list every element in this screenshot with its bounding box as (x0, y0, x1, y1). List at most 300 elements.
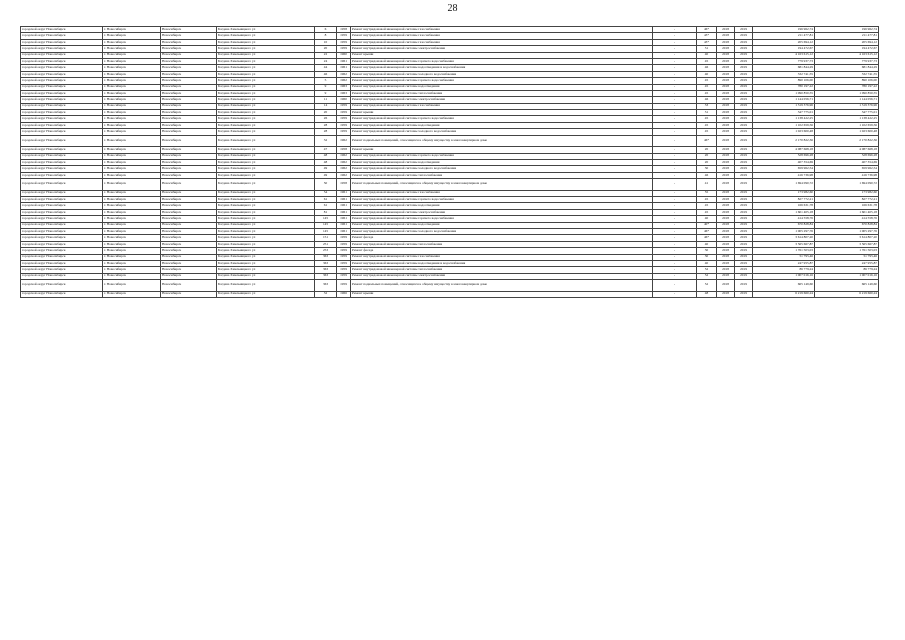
cell-house-number: 61 (315, 196, 337, 202)
cell-street: Богдана Хмельницкого ул (217, 84, 315, 90)
cell-year-built: 1959 (337, 235, 351, 241)
cell-flag: - (653, 267, 697, 273)
cell-work-type: Ремонт внутридомовой инженерной системы теплоснабжения (351, 172, 653, 178)
cell-cost-fund: 3 614 807,20 (815, 235, 879, 241)
cell-flag: - (653, 129, 697, 135)
cell-city: Новосибирск (161, 103, 217, 109)
cell-work-type: Ремонт внутридомовой инженерной системы газоснабжения (351, 103, 653, 109)
cell-city: Новосибирск (161, 260, 217, 266)
cell-work-type: Ремонт внутридомовой инженерной системы электроснабжения (351, 273, 653, 279)
cell-street: Богдана Хмельницкого ул (217, 110, 315, 116)
cell-city: Новосибирск (161, 65, 217, 71)
cell-city: Новосибирск (161, 84, 217, 90)
cell-wear-percent: 20 (697, 153, 717, 159)
cell-year-built: 1960 (337, 52, 351, 58)
cell-street: Богдана Хмельницкого ул (217, 241, 315, 247)
cell-cost-total: 665 149,60 (753, 280, 815, 292)
cell-house-number: 363 (315, 260, 337, 266)
cell-city: Новосибирск (161, 254, 217, 260)
cell-flag: - (653, 39, 697, 45)
cell-house-number: 81 (315, 209, 337, 215)
cell-year-end: 2019 (735, 78, 753, 84)
cell-house-number: 44 (315, 65, 337, 71)
cell-street: Богдана Хмельницкого ул (217, 190, 315, 196)
cell-cost-total: 1 007 016,16 (753, 273, 815, 279)
cell-house-number: 28 (315, 129, 337, 135)
cell-cost-fund: 4 087 668,18 (815, 147, 879, 153)
cell-year-end: 2019 (735, 39, 753, 45)
cell-cost-total: 194 472,67 (753, 46, 815, 52)
cell-city: Новосибирск (161, 116, 217, 122)
cell-street: Богдана Хмельницкого ул (217, 58, 315, 64)
cell-street: Богдана Хмельницкого ул (217, 254, 315, 260)
cell-cost-fund: 6 219 660,24 (815, 291, 879, 297)
cell-cost-fund: 1 023 600,48 (815, 129, 879, 135)
cell-municipality: городской округ Новосибирск (21, 33, 103, 39)
cell-year-end: 2019 (735, 84, 753, 90)
cell-cost-fund: 205 694,12 (815, 39, 879, 45)
cell-flag: - (653, 58, 697, 64)
cell-municipality: городской округ Новосибирск (21, 216, 103, 222)
cell-year-start: 2018 (717, 58, 735, 64)
cell-cost-total: 196 962,74 (753, 27, 815, 33)
cell-cost-total: 51 795,46 (753, 254, 815, 260)
cell-settlement: г. Новосибирск (103, 65, 161, 71)
cell-municipality: городской округ Новосибирск (21, 39, 103, 45)
cell-settlement: г. Новосибирск (103, 84, 161, 90)
cell-city: Новосибирск (161, 196, 217, 202)
cell-year-end: 2019 (735, 241, 753, 247)
cell-street: Богдана Хмельницкого ул (217, 153, 315, 159)
cell-flag: - (653, 71, 697, 77)
cell-cost-total: 332 741,55 (753, 71, 815, 77)
cell-cost-fund: 196 962,74 (815, 27, 879, 33)
cell-year-end: 2019 (735, 273, 753, 279)
cell-year-start: 2018 (717, 209, 735, 215)
cell-flag: - (653, 153, 697, 159)
cell-city: Новосибирск (161, 190, 217, 196)
cell-year-start: 2018 (717, 241, 735, 247)
cell-street: Богдана Хмельницкого ул (217, 52, 315, 58)
cell-house-number: 46 (315, 71, 337, 77)
cell-cost-total: 779 937,73 (753, 58, 815, 64)
cell-municipality: городской округ Новосибирск (21, 116, 103, 122)
cell-municipality: городской округ Новосибирск (21, 260, 103, 266)
cell-work-type: Ремонт внутридомовой инженерной системы газоснабжения (351, 39, 653, 45)
cell-year-end: 2019 (735, 209, 753, 215)
cell-year-end: 2019 (735, 135, 753, 147)
cell-year-built: 1959 (337, 116, 351, 122)
cell-flag: - (653, 147, 697, 153)
cell-work-type: Ремонт внутридомовой инженерной системы горячего водоснабжения (351, 78, 653, 84)
cell-flag: - (653, 254, 697, 260)
cell-city: Новосибирск (161, 159, 217, 165)
cell-house-number: 54 (315, 190, 337, 196)
cell-work-type: Ремонт внутридомовой инженерной системы водоотведения (351, 122, 653, 128)
cell-year-end: 2019 (735, 203, 753, 209)
cell-year-start: 2018 (717, 273, 735, 279)
cell-municipality: городской округ Новосибирск (21, 267, 103, 273)
cell-house-number: 251 (315, 241, 337, 247)
cell-wear-percent: 45 (697, 90, 717, 96)
cell-cost-fund: 827 772,21 (815, 196, 879, 202)
cell-year-built: 1958 (337, 147, 351, 153)
cell-work-type: Ремонт внутридомовой инженерной системы горячего водоснабжения (351, 153, 653, 159)
cell-city: Новосибирск (161, 39, 217, 45)
cell-city: Новосибирск (161, 267, 217, 273)
cell-municipality: городской округ Новосибирск (21, 153, 103, 159)
cell-cost-total: 1 144 056,71 (753, 97, 815, 103)
cell-cost-total: 1 694 090,72 (753, 179, 815, 191)
cell-street: Богдана Хмельницкого ул (217, 291, 315, 297)
cell-flag: - (653, 27, 697, 33)
cell-municipality: городской округ Новосибирск (21, 58, 103, 64)
cell-street: Богдана Хмельницкого ул (217, 260, 315, 266)
cell-year-start: 2018 (717, 103, 735, 109)
cell-flag: - (653, 222, 697, 228)
cell-city: Новосибирск (161, 90, 217, 96)
cell-house-number: 22 (315, 52, 337, 58)
cell-wear-percent: 31 (697, 46, 717, 52)
cell-wear-percent: 45 (697, 209, 717, 215)
cell-city: Новосибирск (161, 58, 217, 64)
cell-year-end: 2019 (735, 103, 753, 109)
cell-year-start: 2018 (717, 71, 735, 77)
cell-wear-percent: 43* (697, 33, 717, 39)
cell-house-number: 32 (315, 135, 337, 147)
cell-municipality: городской округ Новосибирск (21, 248, 103, 254)
cell-house-number: 26 (315, 116, 337, 122)
cell-street: Богдана Хмельницкого ул (217, 235, 315, 241)
cell-wear-percent: 41 (697, 179, 717, 191)
cell-cost-fund: 1 694 090,72 (815, 179, 879, 191)
cell-municipality: городской округ Новосибирск (21, 110, 103, 116)
cell-municipality: городской округ Новосибирск (21, 280, 103, 292)
cell-street: Богдана Хмельницкого ул (217, 27, 315, 33)
cell-work-type: Ремонт внутридомовой инженерной системы холодного водоснабжения (351, 166, 653, 172)
cell-settlement: г. Новосибирск (103, 235, 161, 241)
cell-settlement: г. Новосибирск (103, 122, 161, 128)
page-number: 28 (447, 3, 458, 14)
cell-cost-fund: 51 795,46 (815, 254, 879, 260)
cell-city: Новосибирск (161, 241, 217, 247)
cell-year-start: 2018 (717, 27, 735, 33)
cell-flag: - (653, 84, 697, 90)
cell-wear-percent: 33 (697, 103, 717, 109)
cell-year-start: 2018 (717, 129, 735, 135)
cell-wear-percent: 45 (697, 196, 717, 202)
cell-wear-percent: 48 (697, 291, 717, 297)
cell-street: Богдана Хмельницкого ул (217, 135, 315, 147)
cell-wear-percent: 46 (697, 172, 717, 178)
cell-house-number: 49 (315, 172, 337, 178)
cell-house-number: 8 (315, 33, 337, 39)
cell-year-start: 2018 (717, 153, 735, 159)
cell-cost-fund: 194 472,67 (815, 46, 879, 52)
cell-flag: - (653, 122, 697, 128)
cell-year-start: 2018 (717, 116, 735, 122)
cell-work-type: Ремонт крыши (351, 147, 653, 153)
cell-cost-fund: 779 937,73 (815, 58, 879, 64)
cell-year-built: 1959 (337, 248, 351, 254)
capital-repair-table (20, 26, 879, 298)
cell-municipality: городской округ Новосибирск (21, 147, 103, 153)
cell-cost-total: 1 102 659,56 (753, 122, 815, 128)
cell-flag: - (653, 280, 697, 292)
cell-year-built: 1962 (337, 166, 351, 172)
cell-cost-fund: 1 138 422,25 (815, 116, 879, 122)
cell-year-built: 1959 (337, 103, 351, 109)
cell-year-built: 1959 (337, 241, 351, 247)
cell-year-end: 2019 (735, 172, 753, 178)
cell-settlement: г. Новосибирск (103, 71, 161, 77)
cell-cost-fund: 670 828,84 (815, 222, 879, 228)
table-row (21, 179, 879, 191)
cell-wear-percent: 40 (697, 52, 717, 58)
cell-house-number: 145 (315, 222, 337, 228)
cell-house-number: 363 (315, 267, 337, 273)
cell-wear-percent: 20 (697, 147, 717, 153)
cell-year-built: 1961 (337, 58, 351, 64)
cell-settlement: г. Новосибирск (103, 172, 161, 178)
cell-year-built: 1959 (337, 260, 351, 266)
cell-year-start: 2018 (717, 52, 735, 58)
cell-year-built: 1962 (337, 78, 351, 84)
cell-settlement: г. Новосибирск (103, 179, 161, 191)
cell-wear-percent: 52 (697, 280, 717, 292)
cell-wear-percent: 30 (697, 166, 717, 172)
cell-cost-total: 211 477,81 (753, 33, 815, 39)
cell-municipality: городской округ Новосибирск (21, 65, 103, 71)
cell-year-built: 1959 (337, 122, 351, 128)
cell-work-type: Ремонт внутридомовой инженерной системы электроснабжения (351, 209, 653, 215)
cell-street: Богдана Хмельницкого ул (217, 65, 315, 71)
cell-settlement: г. Новосибирск (103, 90, 161, 96)
cell-year-start: 2018 (717, 196, 735, 202)
cell-year-built: 1962 (337, 159, 351, 165)
cell-wear-percent: 45 (697, 58, 717, 64)
cell-cost-total: 414 558,76 (753, 216, 815, 222)
cell-year-built: 1962 (337, 135, 351, 147)
cell-year-start: 2018 (717, 135, 735, 147)
cell-cost-fund: 407 354,69 (815, 159, 879, 165)
cell-street: Богдана Хмельницкого ул (217, 97, 315, 103)
cell-work-type: Ремонт внутридомовой инженерной системы водоотведения (351, 84, 653, 90)
cell-year-built: 1959 (337, 273, 351, 279)
cell-settlement: г. Новосибирск (103, 228, 161, 234)
cell-cost-total: 2 170 822,36 (753, 135, 815, 147)
cell-street: Богдана Хмельницкого ул (217, 273, 315, 279)
cell-municipality: городской округ Новосибирск (21, 273, 103, 279)
cell-street: Богдана Хмельницкого ул (217, 179, 315, 191)
cell-work-type: Ремонт внутридомовой инженерной системы водоотведения и водоснабжения (351, 260, 653, 266)
cell-year-start: 2018 (717, 172, 735, 178)
cell-municipality: городской округ Новосибирск (21, 84, 103, 90)
cell-cost-total: 1 005 297,76 (753, 228, 815, 234)
cell-year-start: 2018 (717, 267, 735, 273)
cell-year-built: 1961 (337, 190, 351, 196)
cell-house-number: 145 (315, 228, 337, 234)
cell-city: Новосибирск (161, 110, 217, 116)
cell-flag: - (653, 209, 697, 215)
cell-municipality: городской округ Новосибирск (21, 46, 103, 52)
cell-settlement: г. Новосибирск (103, 241, 161, 247)
cell-wear-percent: 30 (697, 254, 717, 260)
cell-year-end: 2019 (735, 147, 753, 153)
cell-house-number: 151 (315, 235, 337, 241)
cell-work-type: Ремонт внутридомовой инженерной системы холодного водоснабжения (351, 228, 653, 234)
cell-cost-fund: 414 558,76 (815, 216, 879, 222)
cell-wear-percent: 31 (697, 110, 717, 116)
cell-settlement: г. Новосибирск (103, 280, 161, 292)
cell-year-end: 2019 (735, 110, 753, 116)
cell-year-start: 2018 (717, 166, 735, 172)
cell-municipality: городской округ Новосибирск (21, 235, 103, 241)
cell-work-type: Ремонт внутридомовой инженерной системы газоснабжения (351, 27, 653, 33)
cell-year-end: 2019 (735, 254, 753, 260)
cell-city: Новосибирск (161, 97, 217, 103)
cell-flag: - (653, 110, 697, 116)
cell-cost-total: 166 631,78 (753, 203, 815, 209)
cell-work-type: Ремонт внутридомовой инженерной системы горячего водоснабжения (351, 116, 653, 122)
cell-year-start: 2018 (717, 203, 735, 209)
cell-work-type: Ремонт внутридомовой инженерной системы теплоснабжения (351, 267, 653, 273)
cell-flag: - (653, 116, 697, 122)
cell-year-end: 2019 (735, 46, 753, 52)
cell-municipality: городской округ Новосибирск (21, 159, 103, 165)
cell-year-start: 2018 (717, 90, 735, 96)
cell-settlement: г. Новосибирск (103, 33, 161, 39)
cell-street: Богдана Хмельницкого ул (217, 166, 315, 172)
cell-settlement: г. Новосибирск (103, 46, 161, 52)
cell-flag: - (653, 216, 697, 222)
cell-municipality: городской округ Новосибирск (21, 103, 103, 109)
cell-city: Новосибирск (161, 135, 217, 147)
cell-settlement: г. Новосибирск (103, 135, 161, 147)
cell-year-start: 2018 (717, 110, 735, 116)
table-row (21, 291, 879, 297)
cell-municipality: городской округ Новосибирск (21, 90, 103, 96)
cell-settlement: г. Новосибирск (103, 27, 161, 33)
cell-cost-total: 4 087 668,18 (753, 147, 815, 153)
cell-house-number: 11 (315, 97, 337, 103)
cell-flag: - (653, 103, 697, 109)
cell-house-number: 9 (315, 90, 337, 96)
cell-year-end: 2019 (735, 267, 753, 273)
cell-municipality: городской округ Новосибирск (21, 254, 103, 260)
cell-year-end: 2019 (735, 196, 753, 202)
cell-street: Богдана Хмельницкого ул (217, 33, 315, 39)
cell-year-built: 1959 (337, 39, 351, 45)
cell-year-end: 2019 (735, 90, 753, 96)
cell-flag: - (653, 190, 697, 196)
cell-flag: - (653, 273, 697, 279)
cell-cost-fund: 1 005 297,76 (815, 228, 879, 234)
cell-flag: - (653, 248, 697, 254)
cell-house-number: 24 (315, 58, 337, 64)
cell-house-number: 20 (315, 110, 337, 116)
cell-wear-percent: 45 (697, 84, 717, 90)
cell-year-start: 2018 (717, 248, 735, 254)
cell-year-start: 2018 (717, 84, 735, 90)
cell-street: Богдана Хмельницкого ул (217, 129, 315, 135)
cell-cost-fund: 890 106,00 (815, 78, 879, 84)
cell-year-start: 2018 (717, 291, 735, 297)
cell-year-built: 1959 (337, 267, 351, 273)
cell-street: Богдана Хмельницкого ул (217, 46, 315, 52)
cell-cost-fund: 211 477,81 (815, 33, 879, 39)
cell-house-number: 14 (315, 103, 337, 109)
cell-city: Новосибирск (161, 129, 217, 135)
cell-wear-percent: 40 (697, 260, 717, 266)
cell-cost-total: 407 354,69 (753, 159, 815, 165)
cell-wear-percent: 52 (697, 267, 717, 273)
cell-cost-fund: 247 955,87 (815, 260, 879, 266)
cell-wear-percent: 40 (697, 241, 717, 247)
cell-municipality: городской округ Новосибирск (21, 135, 103, 147)
cell-city: Новосибирск (161, 280, 217, 292)
cell-street: Богдана Хмельницкого ул (217, 222, 315, 228)
cell-flag: - (653, 97, 697, 103)
cell-wear-percent: 46* (697, 27, 717, 33)
cell-year-start: 2018 (717, 39, 735, 45)
cell-year-start: 2018 (717, 260, 735, 266)
cell-year-end: 2019 (735, 65, 753, 71)
cell-work-type: Ремонт крыши (351, 52, 653, 58)
cell-municipality: городской округ Новосибирск (21, 52, 103, 58)
cell-settlement: г. Новосибирск (103, 254, 161, 260)
table-row (21, 135, 879, 147)
cell-year-start: 2018 (717, 280, 735, 292)
cell-cost-fund: 665 149,60 (815, 280, 879, 292)
cell-wear-percent: 45 (697, 78, 717, 84)
cell-work-type: Ремонт внутридомовой инженерной системы электроснабжения (351, 97, 653, 103)
cell-year-end: 2019 (735, 291, 753, 297)
cell-settlement: г. Новосибирск (103, 39, 161, 45)
cell-city: Новосибирск (161, 228, 217, 234)
cell-flag: - (653, 235, 697, 241)
cell-city: Новосибирск (161, 209, 217, 215)
cell-year-start: 2018 (717, 216, 735, 222)
cell-settlement: г. Новосибирск (103, 216, 161, 222)
cell-year-built: 1959 (337, 254, 351, 260)
cell-work-type: Ремонт внутридомовой инженерной системы электроснабжения (351, 46, 653, 52)
cell-year-start: 2018 (717, 190, 735, 196)
cell-cost-fund: 1 144 056,71 (815, 97, 879, 103)
cell-cost-fund: 173 982,60 (815, 190, 879, 196)
cell-city: Новосибирск (161, 179, 217, 191)
cell-flag: - (653, 65, 697, 71)
cell-city: Новосибирск (161, 166, 217, 172)
cell-year-built: 1961 (337, 216, 351, 222)
cell-year-built: 1959 (337, 129, 351, 135)
cell-work-type: Ремонт внутридомовой инженерной системы газоснабжения (351, 190, 653, 196)
cell-cost-total: 670 828,84 (753, 222, 815, 228)
cell-year-built: 1961 (337, 209, 351, 215)
cell-year-built: 1959 (337, 46, 351, 52)
cell-street: Богдана Хмельницкого ул (217, 267, 315, 273)
cell-municipality: городской округ Новосибирск (21, 291, 103, 297)
cell-wear-percent: 45 (697, 116, 717, 122)
cell-settlement: г. Новосибирск (103, 267, 161, 273)
cell-street: Богдана Хмельницкого ул (217, 122, 315, 128)
cell-wear-percent: 46 (697, 65, 717, 71)
cell-year-end: 2019 (735, 235, 753, 241)
cell-work-type: Ремонт крыши (351, 110, 653, 116)
cell-wear-percent: 52 (697, 273, 717, 279)
cell-house-number: 145 (315, 216, 337, 222)
cell-city: Новосибирск (161, 52, 217, 58)
